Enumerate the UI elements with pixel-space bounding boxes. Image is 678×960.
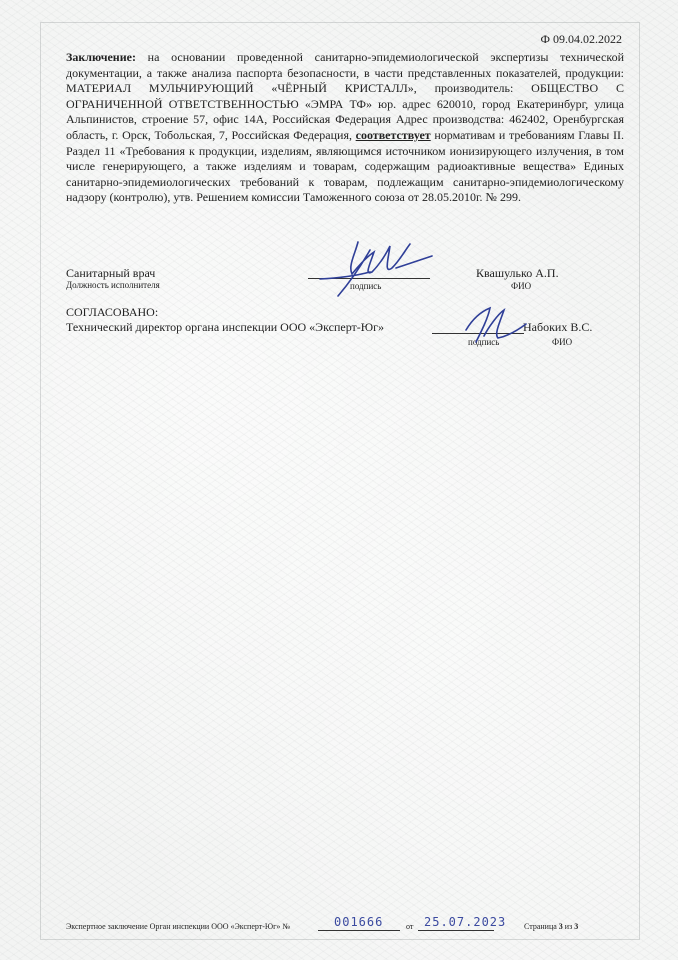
director-signature-caption: подпись [468,337,500,347]
executor-name: Квашулько А.П. [476,266,559,280]
executor-position: Санитарный врач [66,266,156,280]
conclusion-text-2: нормативам и требованиям Главы II. Раздел 11 «Требования к продукции, изделиям, являющимся источником ионизирующего излучения, в том числе генерирующего, а также изделиям и товарам, содержащим радиоактивные вещества» Единых санитарно-эпидемиологических требований к товарам, подлежащим санитарно-эпидемиологическому надзору (контролю), утв. Решением комиссии Таможенного союза от 28.05.2010г. № 299. [66,127,624,205]
executor-name-caption: ФИО [511,281,532,291]
form-code: Ф 09.04.02.2022 [540,32,622,46]
director-position: Технический директор органа инспекции ООО «Эксперт-Юг» [66,320,385,334]
executor-position-caption: Должность исполнителя [66,280,160,290]
executor-signature-caption: подпись [350,281,382,291]
footer-number-line [318,930,400,931]
footer-page [524,922,578,931]
footer-page-of: из [564,922,573,931]
director-name: Набоких В.С. [523,320,593,334]
footer-page-total: 3 [574,922,579,931]
footer-number: 001666 [334,915,384,929]
agreed-heading: СОГЛАСОВАНО: [66,305,159,319]
director-name-caption: ФИО [552,337,573,347]
footer-page-current: 3 [558,922,563,931]
footer-date: 25.07.2023 [424,915,507,929]
footer-date-prefix: от [406,922,414,931]
signature-line-2 [432,333,524,334]
footer-text: Экспертное заключение Орган инспекции ООО «Эксперт-Юг» № [66,922,291,931]
conclusion-lead: Заключение: [66,50,136,64]
signature-line-1 [308,278,430,279]
conclusion-text-1: на основании проведенной санитарно-эпидемиологической экспертизы технической документации, а также анализа паспорта безопасности, в части представленных показателей, продукции: МАТЕРИАЛ МУЛЬЧИРУЮЩИЙ «ЧЁРНЫЙ КРИСТАЛЛ», производитель: ОБЩЕСТВО С ОГРАНИЧЕННОЙ ОТВЕТСТВЕННОСТЬЮ «ЭМРА ТФ» юр. адрес 620010, город Екатеринбург, улица Альпинистов, строение 57, офис 14А, Российская Федерация Адрес производства: 462402, Оренбургская область, г. Орск, Тобольская, 7, Российская Федерация, [66,50,624,142]
conclusion-keyword: соответствует [355,127,431,142]
footer-page-label: Страница [524,922,557,931]
footer-date-line [418,930,494,931]
conclusion-paragraph [66,50,624,206]
